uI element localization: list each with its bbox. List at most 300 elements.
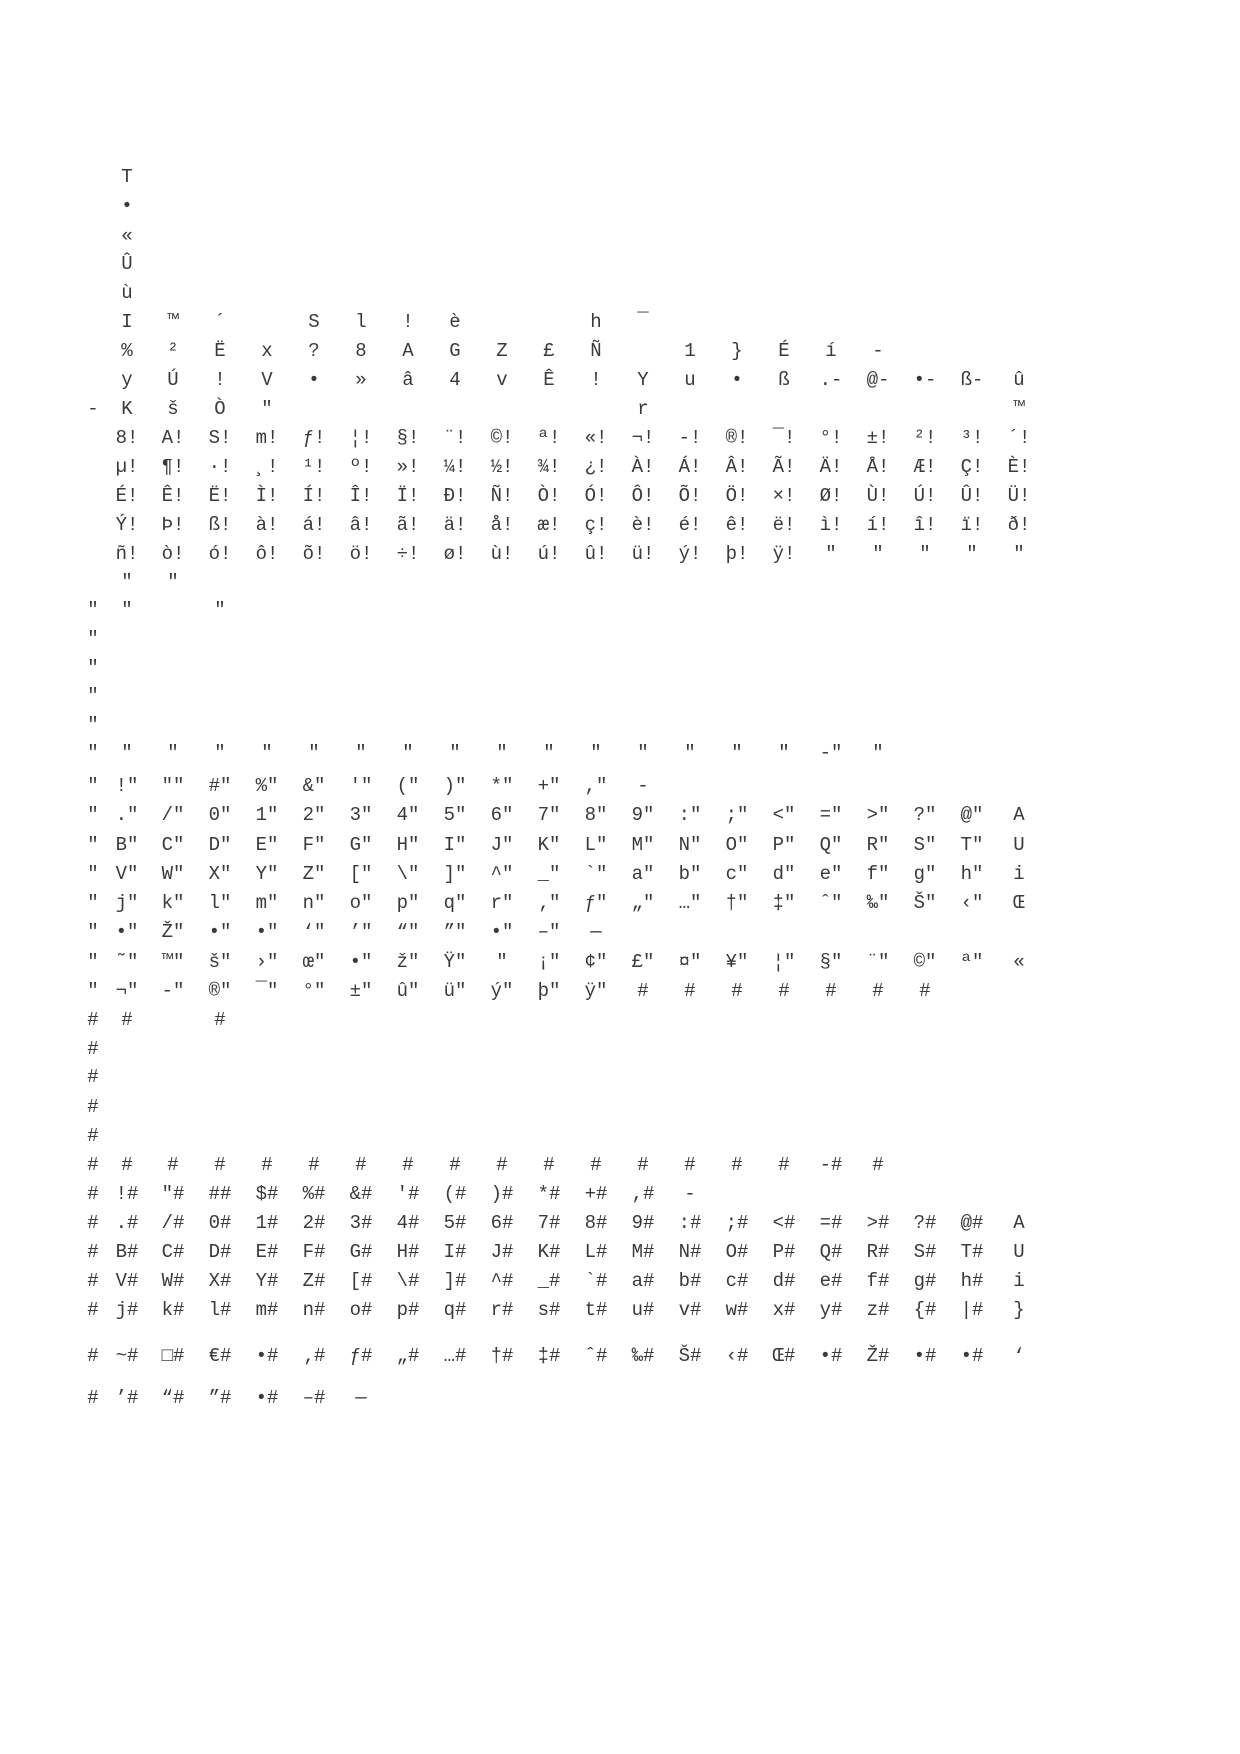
glyph-cell: F" (302, 834, 326, 856)
glyph-cell: # (355, 1154, 367, 1176)
glyph-cell: /" (161, 804, 185, 826)
glyph-cell: k# (161, 1299, 185, 1321)
glyph-row (0, 1181, 1240, 1207)
glyph-cell: V# (115, 1270, 139, 1292)
glyph-cell: # (87, 1241, 99, 1263)
glyph-cell: G# (349, 1241, 373, 1263)
glyph-cell: )# (490, 1183, 514, 1205)
glyph-cell: `" (584, 863, 608, 885)
glyph-cell: # (825, 980, 837, 1002)
glyph-cell: •" (115, 921, 139, 943)
glyph-cell: ¨" (866, 951, 890, 973)
glyph-cell: "" (161, 775, 185, 797)
glyph-cell: " (214, 742, 226, 764)
glyph-cell: a# (631, 1270, 655, 1292)
glyph-cell: »! (396, 456, 420, 478)
glyph-cell: 4" (396, 804, 420, 826)
glyph-cell: # (731, 980, 743, 1002)
glyph-cell: ?# (913, 1212, 937, 1234)
glyph-cell: Å! (866, 456, 890, 478)
glyph-cell: # (872, 980, 884, 1002)
glyph-cell: " (496, 951, 508, 973)
glyph-row (0, 1007, 1240, 1033)
glyph-cell: " (167, 571, 179, 593)
glyph-cell: " (919, 543, 931, 565)
glyph-cell: ý" (490, 980, 514, 1002)
glyph-cell: á! (302, 514, 326, 536)
glyph-cell: â (402, 369, 414, 391)
glyph-cell: » (355, 369, 367, 391)
glyph-cell: # (87, 1154, 99, 1176)
glyph-cell: “" (396, 921, 420, 943)
glyph-cell: |# (960, 1299, 984, 1321)
glyph-cell: " (121, 599, 133, 621)
glyph-cell: œ" (302, 951, 326, 973)
glyph-row (0, 1064, 1240, 1090)
glyph-cell: ^# (490, 1270, 514, 1292)
glyph-cell: ÿ! (772, 543, 796, 565)
glyph-cell: 6# (490, 1212, 514, 1234)
glyph-cell: x (261, 340, 273, 362)
glyph-cell: t# (584, 1299, 608, 1321)
glyph-cell: # (590, 1154, 602, 1176)
glyph-cell: '# (396, 1183, 420, 1205)
glyph-cell: # (778, 1154, 790, 1176)
glyph-cell: Ã! (772, 456, 796, 478)
glyph-cell: ! (402, 311, 414, 333)
glyph-cell: # (778, 980, 790, 1002)
glyph-cell: n# (302, 1299, 326, 1321)
glyph-cell: ë! (772, 514, 796, 536)
glyph-cell: =" (819, 804, 843, 826)
glyph-row (0, 773, 1240, 799)
glyph-cell: …# (443, 1345, 467, 1367)
glyph-cell: 5" (443, 804, 467, 826)
glyph-cell: `# (584, 1270, 608, 1292)
glyph-cell: <# (772, 1212, 796, 1234)
glyph-cell: ˆ" (819, 892, 843, 914)
glyph-cell: Û! (960, 485, 984, 507)
glyph-cell: S# (913, 1241, 937, 1263)
glyph-cell: j" (115, 892, 139, 914)
glyph-cell: †" (725, 892, 749, 914)
glyph-cell: •" (208, 921, 232, 943)
glyph-cell: ³! (960, 427, 984, 449)
glyph-cell: ®! (725, 427, 749, 449)
glyph-cell: 2" (302, 804, 326, 826)
glyph-cell: ‘ (1013, 1345, 1025, 1367)
glyph-cell: 4# (396, 1212, 420, 1234)
glyph-cell: Ÿ" (443, 951, 467, 973)
glyph-cell: D" (208, 834, 232, 856)
glyph-cell: V" (115, 863, 139, 885)
glyph-cell: O# (725, 1241, 749, 1263)
glyph-cell: R# (866, 1241, 890, 1263)
glyph-cell: h" (960, 863, 984, 885)
glyph-cell: Á! (678, 456, 702, 478)
glyph-cell: Z# (302, 1270, 326, 1292)
glyph-cell: P# (772, 1241, 796, 1263)
glyph-cell: š (167, 398, 179, 420)
glyph-cell: T" (960, 834, 984, 856)
glyph-cell: –" (537, 921, 561, 943)
glyph-cell: 2# (302, 1212, 326, 1234)
glyph-row (0, 425, 1240, 451)
glyph-cell: ¡" (537, 951, 561, 973)
glyph-cell: ß! (208, 514, 232, 536)
glyph-cell: ‚# (302, 1345, 326, 1367)
glyph-cell: y (121, 369, 133, 391)
glyph-cell: ;# (725, 1212, 749, 1234)
glyph-cell: □# (161, 1345, 185, 1367)
glyph-cell: r (637, 398, 649, 420)
glyph-cell: Û (121, 253, 133, 275)
glyph-cell: L# (584, 1241, 608, 1263)
glyph-cell: ¯! (772, 427, 796, 449)
glyph-cell: ," (584, 775, 608, 797)
glyph-cell: \# (396, 1270, 420, 1292)
glyph-cell: " (872, 742, 884, 764)
glyph-cell: ú! (537, 543, 561, 565)
glyph-cell: " (167, 742, 179, 764)
glyph-cell: « (121, 225, 133, 247)
glyph-cell: É (778, 340, 790, 362)
glyph-cell: å! (490, 514, 514, 536)
glyph-cell: ¬" (115, 980, 139, 1002)
glyph-cell: " (731, 742, 743, 764)
glyph-row (0, 454, 1240, 480)
glyph-cell: Ë (214, 340, 226, 362)
glyph-cell: - (87, 398, 99, 420)
glyph-cell: N# (678, 1241, 702, 1263)
glyph-cell: # (637, 1154, 649, 1176)
glyph-cell: # (261, 1154, 273, 1176)
glyph-cell: ." (115, 804, 139, 826)
glyph-cell: “# (161, 1387, 185, 1409)
glyph-cell: ># (866, 1212, 890, 1234)
glyph-cell: •" (349, 951, 373, 973)
glyph-cell: Ó! (584, 485, 608, 507)
glyph-cell: S" (913, 834, 937, 856)
glyph-cell: " (87, 892, 99, 914)
glyph-cell: " (496, 742, 508, 764)
glyph-cell: 7" (537, 804, 561, 826)
glyph-cell: X" (208, 863, 232, 885)
glyph-cell: % (121, 340, 133, 362)
glyph-cell: .- (819, 369, 843, 391)
glyph-cell: Ö! (725, 485, 749, 507)
glyph-cell: # (684, 980, 696, 1002)
glyph-cell: L" (584, 834, 608, 856)
glyph-cell: Ë! (208, 485, 232, 507)
glyph-cell: ‰" (866, 892, 890, 914)
glyph-cell: } (1013, 1299, 1025, 1321)
glyph-cell: ƒ# (349, 1345, 373, 1367)
glyph-cell: ¯ (637, 311, 649, 333)
glyph-cell: ]" (443, 863, 467, 885)
glyph-cell: A (402, 340, 414, 362)
glyph-row (0, 919, 1240, 945)
glyph-cell: S (308, 311, 320, 333)
glyph-cell: ü" (443, 980, 467, 1002)
glyph-cell: " (87, 863, 99, 885)
glyph-cell: û (1013, 369, 1025, 391)
glyph-row (0, 1297, 1240, 1323)
glyph-cell: Ñ! (490, 485, 514, 507)
glyph-cell: p# (396, 1299, 420, 1321)
glyph-cell: " (87, 804, 99, 826)
glyph-cell: ”" (443, 921, 467, 943)
glyph-cell: §" (819, 951, 843, 973)
glyph-row (0, 861, 1240, 887)
glyph-cell: j# (115, 1299, 139, 1321)
glyph-cell: ™ (167, 311, 179, 333)
glyph-cell: o" (349, 892, 373, 914)
glyph-cell: :# (678, 1212, 702, 1234)
glyph-cell: # (872, 1154, 884, 1176)
glyph-row (0, 1210, 1240, 1236)
glyph-cell: ## (208, 1183, 232, 1205)
glyph-cell: ä! (443, 514, 467, 536)
glyph-cell: "# (161, 1183, 185, 1205)
glyph-cell: $# (255, 1183, 279, 1205)
glyph-cell: 5# (443, 1212, 467, 1234)
glyph-cell: ©! (490, 427, 514, 449)
glyph-cell: " (1013, 543, 1025, 565)
glyph-cell: -# (819, 1154, 843, 1176)
glyph-cell: T (121, 166, 133, 188)
glyph-cell: U (1013, 834, 1025, 856)
glyph-cell: ?" (913, 804, 937, 826)
glyph-cell: E# (255, 1241, 279, 1263)
glyph-cell: ù (121, 282, 133, 304)
glyph-row (0, 541, 1240, 567)
glyph-cell: @- (866, 369, 890, 391)
glyph-cell: °" (302, 980, 326, 1002)
glyph-cell: 3" (349, 804, 373, 826)
glyph-cell: •" (490, 921, 514, 943)
glyph-cell: Š" (913, 892, 937, 914)
glyph-cell: ÿ" (584, 980, 608, 1002)
glyph-cell: q# (443, 1299, 467, 1321)
glyph-cell: " (590, 742, 602, 764)
glyph-cell: %" (255, 775, 279, 797)
glyph-cell: e# (819, 1270, 843, 1292)
glyph-cell: l# (208, 1299, 232, 1321)
glyph-cell: U (1013, 1241, 1025, 1263)
glyph-cell: # (167, 1154, 179, 1176)
glyph-cell: - (872, 340, 884, 362)
glyph-cell: Z (496, 340, 508, 362)
glyph-cell: à! (255, 514, 279, 536)
glyph-cell: .# (115, 1212, 139, 1234)
glyph-cell: ]# (443, 1270, 467, 1292)
glyph-cell: ‡# (537, 1345, 561, 1367)
glyph-cell: K# (537, 1241, 561, 1263)
glyph-row (0, 655, 1240, 681)
glyph-cell: ‹" (960, 892, 984, 914)
glyph-cell: I# (443, 1241, 467, 1263)
glyph-cell: è (449, 311, 461, 333)
glyph-cell: # (87, 1038, 99, 1060)
glyph-cell: {# (913, 1299, 937, 1321)
glyph-cell: " (825, 543, 837, 565)
glyph-cell: K (121, 398, 133, 420)
glyph-cell: Ê! (161, 485, 185, 507)
glyph-cell: É! (115, 485, 139, 507)
glyph-cell: ×! (772, 485, 796, 507)
glyph-cell: " (637, 742, 649, 764)
glyph-cell: ? (308, 340, 320, 362)
glyph-cell: •# (819, 1345, 843, 1367)
glyph-cell: y# (819, 1299, 843, 1321)
glyph-cell: Ç! (960, 456, 984, 478)
glyph-cell: " (87, 628, 99, 650)
glyph-cell: 8! (115, 427, 139, 449)
glyph-cell: # (87, 1066, 99, 1088)
glyph-cell: ž" (396, 951, 420, 973)
glyph-cell: ² (167, 340, 179, 362)
glyph-cell: ƒ! (302, 427, 326, 449)
glyph-cell: Ô! (631, 485, 655, 507)
glyph-cell: W" (161, 863, 185, 885)
glyph-cell: ƒ" (584, 892, 608, 914)
glyph-cell: ý! (678, 543, 702, 565)
glyph-row (0, 280, 1240, 306)
glyph-cell: l" (208, 892, 232, 914)
glyph-cell: B# (115, 1241, 139, 1263)
glyph-cell: ’" (349, 921, 373, 943)
glyph-cell: Y" (255, 863, 279, 885)
glyph-cell: " (214, 599, 226, 621)
glyph-cell: " (872, 543, 884, 565)
glyph-cell: # (919, 980, 931, 1002)
glyph-cell: â! (349, 514, 373, 536)
glyph-cell: û" (396, 980, 420, 1002)
glyph-cell: " (87, 980, 99, 1002)
glyph-cell: m# (255, 1299, 279, 1321)
glyph-cell: =# (819, 1212, 843, 1234)
glyph-cell: " (966, 543, 978, 565)
glyph-cell: " (121, 571, 133, 593)
glyph-cell: c# (725, 1270, 749, 1292)
glyph-cell: ±" (349, 980, 373, 1002)
glyph-cell: (# (443, 1183, 467, 1205)
glyph-cell: ¼! (443, 456, 467, 478)
glyph-cell: [# (349, 1270, 373, 1292)
glyph-cell: ½! (490, 456, 514, 478)
glyph-cell: „# (396, 1345, 420, 1367)
glyph-cell: • (308, 369, 320, 391)
glyph-cell: u# (631, 1299, 655, 1321)
glyph-cell: f" (866, 863, 890, 885)
glyph-row (0, 597, 1240, 623)
glyph-row (0, 1094, 1240, 1120)
glyph-cell: ”# (208, 1387, 232, 1409)
glyph-cell: " (778, 742, 790, 764)
glyph-row (0, 802, 1240, 828)
glyph-cell: ›" (255, 951, 279, 973)
glyph-cell: " (261, 742, 273, 764)
glyph-cell: Q" (819, 834, 843, 856)
glyph-cell: " (121, 742, 133, 764)
glyph-cell: ÷! (396, 543, 420, 565)
glyph-cell: Ï! (396, 485, 420, 507)
glyph-cell: H# (396, 1241, 420, 1263)
glyph-cell: " (87, 951, 99, 973)
glyph-cell: 4 (449, 369, 461, 391)
glyph-cell: +# (584, 1183, 608, 1205)
glyph-cell: ,# (631, 1183, 655, 1205)
glyph-cell: *" (490, 775, 514, 797)
glyph-cell: @# (960, 1212, 984, 1234)
glyph-cell: a" (631, 863, 655, 885)
glyph-cell: š" (208, 951, 232, 973)
glyph-cell: ·! (208, 456, 232, 478)
glyph-cell: # (543, 1154, 555, 1176)
glyph-cell: # (496, 1154, 508, 1176)
glyph-cell: &" (302, 775, 326, 797)
glyph-cell: ¤" (678, 951, 702, 973)
glyph-cell: k" (161, 892, 185, 914)
glyph-cell: ˆ# (584, 1345, 608, 1367)
glyph-cell: _# (537, 1270, 561, 1292)
glyph-cell: • (121, 195, 133, 217)
glyph-cell: # (87, 1212, 99, 1234)
glyph-cell: \" (396, 863, 420, 885)
glyph-cell: ™ (1013, 398, 1025, 420)
glyph-cell: " (87, 742, 99, 764)
glyph-cell: m! (255, 427, 279, 449)
glyph-cell: E" (255, 834, 279, 856)
glyph-cell: Ð! (443, 485, 467, 507)
glyph-cell: s# (537, 1299, 561, 1321)
glyph-cell: C# (161, 1241, 185, 1263)
glyph-cell: g# (913, 1270, 937, 1292)
glyph-cell: 9" (631, 804, 655, 826)
glyph-cell: ¸! (255, 456, 279, 478)
glyph-row (0, 740, 1240, 766)
glyph-row (0, 483, 1240, 509)
glyph-cell: H" (396, 834, 420, 856)
glyph-cell: Z" (302, 863, 326, 885)
glyph-cell: ¾! (537, 456, 561, 478)
glyph-row (0, 223, 1240, 249)
glyph-cell: I" (443, 834, 467, 856)
glyph-cell: 8# (584, 1212, 608, 1234)
glyph-row (0, 890, 1240, 916)
glyph-cell: ï! (960, 514, 984, 536)
glyph-cell: " (87, 775, 99, 797)
glyph-cell: " (543, 742, 555, 764)
glyph-cell: )" (443, 775, 467, 797)
glyph-cell: +" (537, 775, 561, 797)
glyph-cell: 0# (208, 1212, 232, 1234)
glyph-cell: o# (349, 1299, 373, 1321)
glyph-cell: # (449, 1154, 461, 1176)
glyph-row (0, 1239, 1240, 1265)
glyph-cell: M# (631, 1241, 655, 1263)
glyph-cell: c" (725, 863, 749, 885)
glyph-cell: Õ! (678, 485, 702, 507)
glyph-row (0, 396, 1240, 422)
glyph-cell: Ý! (115, 514, 139, 536)
glyph-cell: Š# (678, 1345, 702, 1367)
glyph-cell: ‹# (725, 1345, 749, 1367)
glyph-cell: B" (115, 834, 139, 856)
glyph-cell: # (214, 1154, 226, 1176)
glyph-cell: # (87, 1387, 99, 1409)
